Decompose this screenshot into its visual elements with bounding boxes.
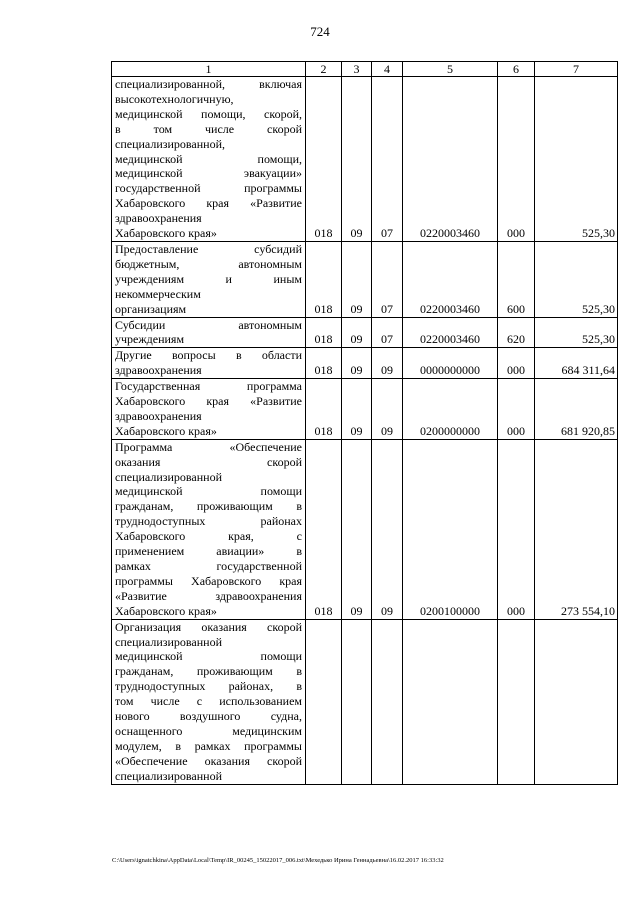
description-line: рамках государственной bbox=[115, 559, 302, 573]
table-row bbox=[112, 77, 618, 242]
target-article-cell bbox=[403, 619, 498, 784]
description-line: «Развитие здравоохранения bbox=[115, 588, 302, 603]
section-cell: 09 bbox=[342, 77, 372, 242]
target-article-cell: 0000000000 bbox=[403, 348, 498, 379]
description-line: медицинской помощи, bbox=[115, 151, 302, 166]
header-cell: 2 bbox=[306, 62, 342, 77]
description-cell bbox=[112, 439, 306, 619]
amount-cell: 525,30 bbox=[535, 241, 618, 317]
section-cell: 09 bbox=[342, 317, 372, 348]
description-line: оснащенного медицинским bbox=[115, 723, 302, 738]
description-line: некоммерческим bbox=[115, 286, 201, 301]
description-line: высокотехнологичную, bbox=[115, 91, 234, 106]
description-cell bbox=[112, 241, 306, 317]
description-line: труднодоступных районах, в bbox=[115, 679, 302, 694]
subsection-cell: 09 bbox=[372, 348, 403, 379]
section-cell: 09 bbox=[342, 348, 372, 379]
ministry-code-cell: 018 bbox=[306, 379, 342, 440]
header-cell: 6 bbox=[498, 62, 535, 77]
description-line: здравоохранения bbox=[115, 363, 202, 378]
description-line: Хабаровского края «Развитие bbox=[115, 196, 302, 211]
table-row bbox=[112, 379, 618, 440]
subsection-cell: 09 bbox=[372, 439, 403, 619]
description-line: нового воздушного судна, bbox=[115, 709, 302, 724]
expense-type-cell: 000 bbox=[498, 77, 535, 242]
description-line: специализированной bbox=[115, 469, 223, 484]
page-number: 724 bbox=[310, 24, 330, 39]
file-path-footer: C:\Users\ignatchkina\AppData\Local\Temp\IR_00245_15022017_006.txt\Мехедько Ирина Геннадьевна\16.02.2017 16:33:32 bbox=[112, 857, 444, 864]
section-cell: 09 bbox=[342, 379, 372, 440]
description-line: модулем, в рамках программы bbox=[115, 738, 302, 753]
description-line: Предоставление субсидий bbox=[115, 241, 302, 256]
expense-type-cell: 600 bbox=[498, 241, 535, 317]
budget-table bbox=[111, 61, 618, 785]
description-line: том числе с использованием bbox=[115, 694, 302, 709]
target-article-cell: 0200100000 bbox=[403, 439, 498, 619]
expense-type-cell: 620 bbox=[498, 317, 535, 348]
description-line: здравоохранения bbox=[115, 211, 202, 226]
description-line: медицинской помощи, скорой, bbox=[115, 106, 302, 121]
expense-type-cell: 000 bbox=[498, 379, 535, 440]
amount-cell: 273 554,10 bbox=[535, 439, 618, 619]
description-line: Другие вопросы в области bbox=[115, 348, 302, 363]
amount-cell bbox=[535, 619, 618, 784]
target-article-cell: 0220003460 bbox=[403, 241, 498, 317]
section-cell: 09 bbox=[342, 241, 372, 317]
header-cell: 1 bbox=[112, 62, 306, 77]
ministry-code-cell: 018 bbox=[306, 241, 342, 317]
description-line: учреждениям bbox=[115, 332, 185, 347]
description-line: оказания скорой bbox=[115, 454, 302, 469]
description-line: программы Хабаровского края bbox=[115, 573, 302, 588]
table-row bbox=[112, 619, 618, 784]
description-line: Государственная программа bbox=[115, 379, 302, 394]
description-line: Хабаровского края» bbox=[115, 226, 217, 241]
description-line: Субсидии автономным bbox=[115, 317, 302, 332]
header-cell: 3 bbox=[342, 62, 372, 77]
table-body bbox=[112, 77, 618, 785]
description-line: Хабаровского края» bbox=[115, 603, 217, 618]
table-header-row bbox=[112, 62, 618, 77]
description-line: медицинской помощи bbox=[115, 649, 302, 664]
subsection-cell: 09 bbox=[372, 379, 403, 440]
description-line: «Обеспечение оказания скорой bbox=[115, 753, 302, 768]
target-article-cell: 0220003460 bbox=[403, 77, 498, 242]
subsection-cell: 07 bbox=[372, 77, 403, 242]
section-cell: 09 bbox=[342, 439, 372, 619]
description-line: Хабаровского края» bbox=[115, 423, 217, 438]
description-cell bbox=[112, 619, 306, 784]
description-line: Программа «Обеспечение bbox=[115, 439, 302, 454]
target-article-cell: 0200000000 bbox=[403, 379, 498, 440]
description-line: в том числе скорой bbox=[115, 121, 302, 136]
amount-cell: 525,30 bbox=[535, 317, 618, 348]
description-line: Хабаровского края, с bbox=[115, 529, 302, 544]
description-cell bbox=[112, 348, 306, 379]
target-article-cell: 0220003460 bbox=[403, 317, 498, 348]
description-line: труднодоступных районах bbox=[115, 514, 302, 529]
description-line: медицинской эвакуации» bbox=[115, 166, 302, 181]
description-line: Хабаровского края «Развитие bbox=[115, 394, 302, 409]
table-row bbox=[112, 439, 618, 619]
amount-cell: 525,30 bbox=[535, 77, 618, 242]
table-row bbox=[112, 348, 618, 379]
description-line: специализированной, включая bbox=[115, 77, 302, 91]
header-cell: 4 bbox=[372, 62, 403, 77]
description-line: бюджетным, автономным bbox=[115, 256, 302, 271]
section-cell bbox=[342, 619, 372, 784]
description-line: государственной программы bbox=[115, 181, 302, 196]
amount-cell: 684 311,64 bbox=[535, 348, 618, 379]
expense-type-cell: 000 bbox=[498, 439, 535, 619]
description-line: специализированной bbox=[115, 634, 223, 649]
description-line: специализированной, bbox=[115, 136, 226, 151]
expense-type-cell bbox=[498, 619, 535, 784]
header-cell: 7 bbox=[535, 62, 618, 77]
subsection-cell bbox=[372, 619, 403, 784]
ministry-code-cell bbox=[306, 619, 342, 784]
description-line: гражданам, проживающим в bbox=[115, 664, 302, 679]
subsection-cell: 07 bbox=[372, 241, 403, 317]
description-line: медицинской помощи bbox=[115, 484, 302, 499]
expense-type-cell: 000 bbox=[498, 348, 535, 379]
ministry-code-cell: 018 bbox=[306, 317, 342, 348]
ministry-code-cell: 018 bbox=[306, 439, 342, 619]
table-row bbox=[112, 317, 618, 348]
description-line: здравоохранения bbox=[115, 408, 202, 423]
table-row bbox=[112, 241, 618, 317]
description-line: специализированной bbox=[115, 768, 223, 783]
subsection-cell: 07 bbox=[372, 317, 403, 348]
description-cell bbox=[112, 77, 306, 242]
description-line: Организация оказания скорой bbox=[115, 619, 302, 634]
description-cell bbox=[112, 379, 306, 440]
ministry-code-cell: 018 bbox=[306, 348, 342, 379]
description-line: организациям bbox=[115, 301, 187, 316]
header-cell: 5 bbox=[403, 62, 498, 77]
amount-cell: 681 920,85 bbox=[535, 379, 618, 440]
ministry-code-cell: 018 bbox=[306, 77, 342, 242]
description-line: учреждениям и иным bbox=[115, 271, 302, 286]
description-line: гражданам, проживающим в bbox=[115, 499, 302, 514]
description-cell bbox=[112, 317, 306, 348]
description-line: применением авиации» в bbox=[115, 544, 302, 559]
